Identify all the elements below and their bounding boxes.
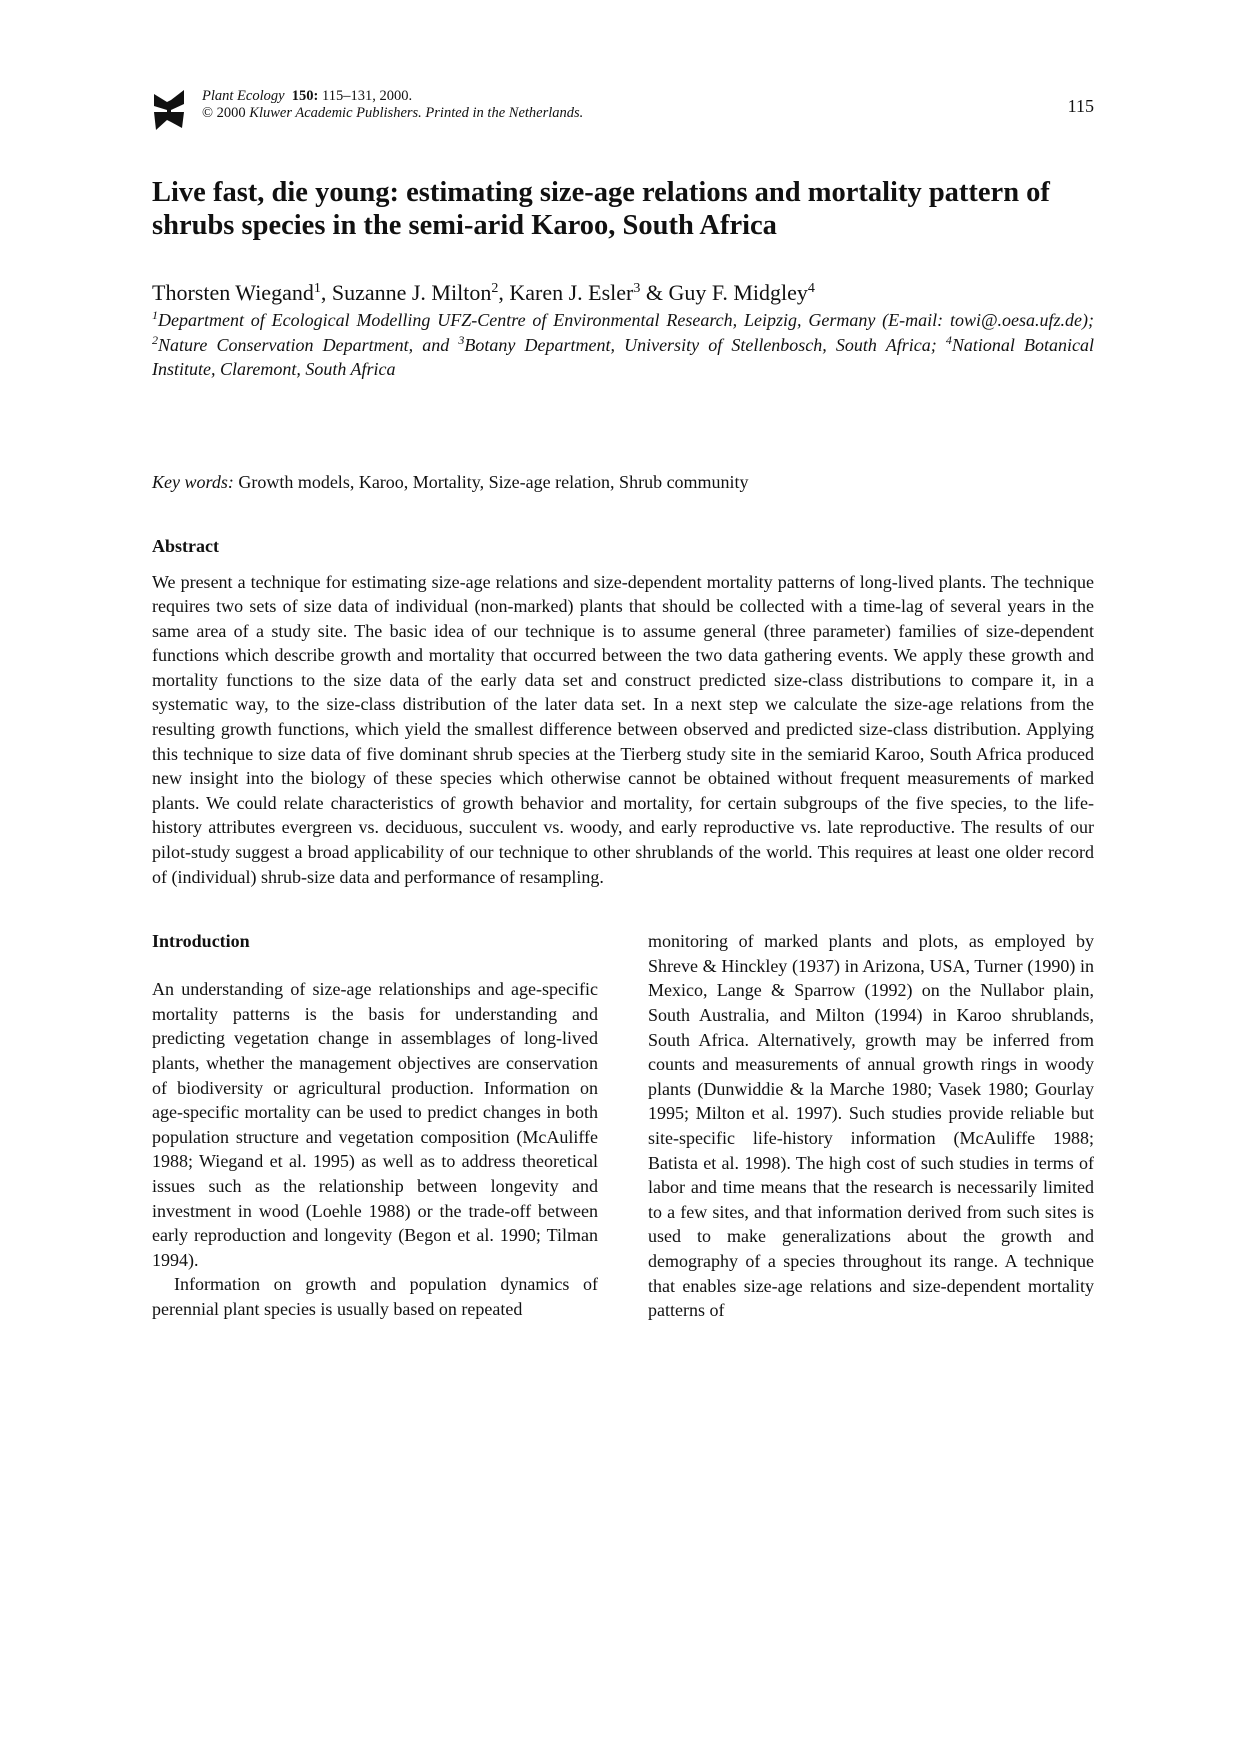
- affiliation-marker: 1: [152, 308, 158, 322]
- publisher-line: Kluwer Academic Publishers. Printed in the Netherlands.: [249, 105, 584, 121]
- author-affiliation-marker: 1: [313, 281, 321, 296]
- author-name: Guy F. Midgley: [668, 280, 808, 305]
- journal-citation: [202, 88, 583, 105]
- journal-header: [152, 84, 1094, 134]
- introduction-paragraph: Information on growth and population dynamics of perennial plant species is usually based on repeated: [152, 1274, 598, 1319]
- copyright-line: [202, 105, 583, 122]
- paper-page: [152, 84, 1094, 1323]
- paper-title: Live fast, die young: estimating size-age relations and mortality pattern of shrubs species in the semi-arid Karoo, South Africa: [152, 177, 1050, 241]
- affiliation-text: Nature Conservation Department, and: [158, 334, 459, 355]
- abstract-text: We present a technique for estimating size-age relations and size-dependent mortality patterns of long-lived plants. The technique requires two sets of size data of individual (non-marked) plants that should be collected with a time-lag of several years in the same area of a study site. The basic idea of our technique is to assume general (three parameter) families of size-dependent functions which describe growth and mortality that occurred between the two data gathering events. We apply these growth and mortality functions to the size data of the early data set and construct predicted size-class distributions to compare it, in a systematic way, to the size-class distribution of the later data set. In a next step we calculate the size-age relations from the resulting growth functions, which yield the smallest difference between observed and predicted size-class distribution. Applying this technique to size data of five dominant shrub species at the Tierberg study site in the semiarid Karoo, South Africa produced new insight into the biology of these species which otherwise cannot be obtained without frequent measurements of marked plants. We could relate characteristics of growth behavior and mortality, for certain subgroups of the five species, to the life-history attributes evergreen vs. deciduous, succulent vs. woody, and early reproductive vs. late reproductive. The results of our pilot-study suggest a broad applicability of our technique to other shrublands of the world. This requires at least one older record of (individual) shrub-size data and performance of resampling.: [152, 571, 1094, 887]
- journal-volume: 150:: [291, 88, 319, 104]
- author-name: Thorsten Wiegand: [152, 280, 314, 305]
- introduction-paragraph: An understanding of size-age relationships and age-specific mortality patterns is the basis for understanding and predicting vegetation change in assemblages of long-lived plants, whether the management objectives are conservation of biodiversity or agricultural production. Information on age-specific mortality can be used to predict changes in both population structure and vegetation composition (McAuliffe 1988; Wiegand et al. 1995) as well as to address theoretical issues such as the relationship between longevity and investment in wood (Loehle 1988) or the trade-off between early reproduction and longevity (Begon et al. 1990; Tilman 1994).: [152, 979, 598, 1270]
- author-affiliation-marker: 2: [491, 281, 499, 296]
- affiliation-text: National Botanical Institute, Claremont, South Africa: [152, 334, 1094, 379]
- affiliation-text: Botany Department, University of Stellenbosch, South Africa;: [464, 334, 946, 355]
- abstract-heading: Abstract: [152, 535, 219, 556]
- author-name: Karen J. Esler: [509, 280, 634, 305]
- author-name: Suzanne J. Milton: [331, 280, 492, 305]
- author-separator: ,: [498, 280, 510, 305]
- journal-info: [202, 88, 583, 122]
- keywords-label: Key words:: [152, 471, 234, 492]
- journal-name: Plant Ecology: [202, 88, 285, 104]
- author-affiliation-marker: 3: [633, 281, 641, 296]
- copyright-year: 2000: [213, 105, 250, 121]
- introduction-heading: Introduction: [152, 931, 250, 952]
- introduction-paragraph: monitoring of marked plants and plots, as employed by Shreve & Hinckley (1937) in Arizona, USA, Turner (1990) in Mexico, Lange & Sparrow (1992) on the Nullabor plain, South Australia, and Milton (1994) in Karoo shrublands, South Africa. Alternatively, growth may be inferred from counts and measurements of annual growth rings in woody plants (Dunwiddie & la Marche 1980; Vasek 1980; Gourlay 1995; Milton et al. 1997). Such studies provide reliable but site-specific life-history information (McAuliffe 1988; Batista et al. 1998). The high cost of such studies in terms of labor and time means that the research is necessarily limited to a few sites, and that information derived from such sites is used to make generalizations about the growth and demography of a species throughout its range. A technique that enables size-age relations and size-dependent mortality patterns of: [648, 931, 1094, 1321]
- right-column: [648, 929, 1094, 1323]
- page-number: 115: [1067, 96, 1094, 116]
- affiliation-marker: 4: [945, 332, 952, 347]
- author-affiliation-marker: 4: [807, 281, 815, 296]
- affiliation-marker: 3: [458, 332, 465, 347]
- author-separator: ,: [320, 280, 332, 305]
- affiliations: [152, 308, 1094, 382]
- keywords-text: Growth models, Karoo, Mortality, Size-age relation, Shrub community: [233, 471, 749, 492]
- keywords: [152, 470, 1094, 494]
- affiliation-marker: 2: [152, 332, 158, 347]
- copyright-symbol: ©: [202, 105, 214, 121]
- author-separator: &: [640, 280, 669, 305]
- body-columns: [152, 929, 1094, 1323]
- author-list: [152, 280, 1094, 306]
- affiliation-text: Department of Ecological Modelling UFZ-Centre of Environmental Research, Leipzig, Germany (E-mail: towi@.oesa.ufz.de);: [158, 310, 1094, 330]
- publisher-logo-icon: [152, 88, 186, 132]
- left-column: [152, 929, 598, 1323]
- journal-pages-year: 115–131, 2000.: [318, 88, 413, 104]
